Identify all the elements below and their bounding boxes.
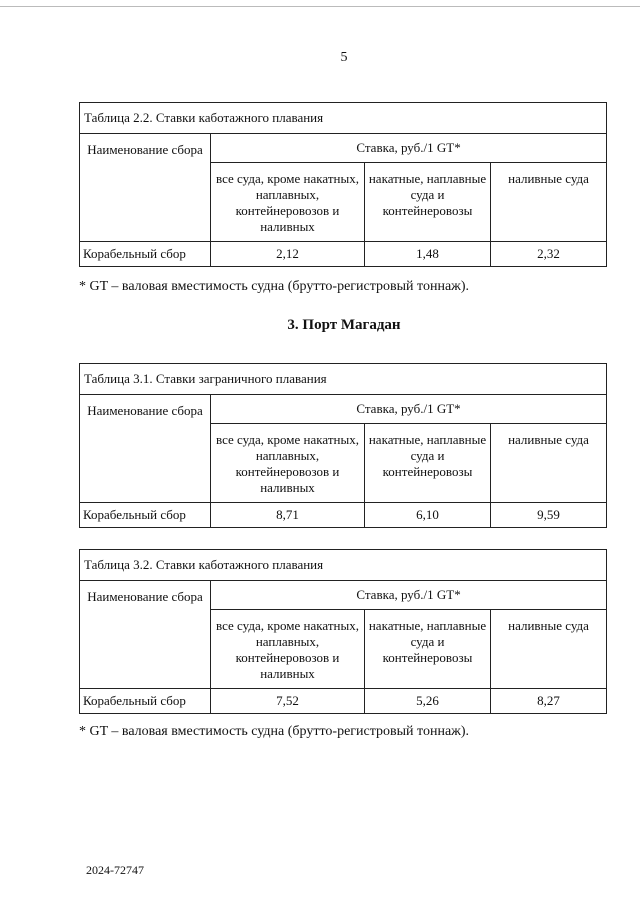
value-cell: 9,59 [491,503,607,528]
table-row [80,242,607,267]
value-cell: 2,12 [211,242,365,267]
value-cell: 8,71 [211,503,365,528]
rates-table-3-2 [79,549,607,714]
table-caption: Таблица 3.2. Ставки каботажного плавания [80,550,607,581]
footnote: * GT – валовая вместимость судна (брутто-регистровый тоннаж). [79,279,469,294]
table-row [80,689,607,714]
rates-table-2-2 [79,102,607,267]
fee-name-header: Наименование сбора [80,134,211,242]
table-caption: Таблица 3.1. Ставки заграничного плавания [80,364,607,395]
fee-name-header: Наименование сбора [80,395,211,503]
sub-header-tankers: наливные суда [491,424,607,503]
value-cell: 2,32 [491,242,607,267]
sub-header-tankers: наливные суда [491,610,607,689]
rate-header: Ставка, руб./1 GT* [211,581,607,610]
sub-header-roro-container: накатные, наплавные суда и контейнеровозы [365,163,491,242]
sub-header-roro-container: накатные, наплавные суда и контейнеровозы [365,424,491,503]
value-cell: 7,52 [211,689,365,714]
table-row [80,503,607,528]
footnote: * GT – валовая вместимость судна (брутто-регистровый тоннаж). [79,724,469,739]
sub-header-general-vessels: все суда, кроме накатных, наплавных, контейнеровозов и наливных [211,163,365,242]
rates-table-3-1 [79,363,607,528]
value-cell: 1,48 [365,242,491,267]
table-caption: Таблица 2.2. Ставки каботажного плавания [80,103,607,134]
section-title: 3. Порт Магадан [287,317,401,333]
document-number: 2024-72747 [86,863,144,877]
sub-header-tankers: наливные суда [491,163,607,242]
row-label: Корабельный сбор [80,503,211,528]
page-number: 5 [340,50,348,65]
fee-name-header: Наименование сбора [80,581,211,689]
rate-header: Ставка, руб./1 GT* [211,134,607,163]
sub-header-roro-container: накатные, наплавные суда и контейнеровозы [365,610,491,689]
scan-edge-line [0,6,640,7]
value-cell: 6,10 [365,503,491,528]
value-cell: 5,26 [365,689,491,714]
sub-header-general-vessels: все суда, кроме накатных, наплавных, контейнеровозов и наливных [211,610,365,689]
row-label: Корабельный сбор [80,242,211,267]
row-label: Корабельный сбор [80,689,211,714]
value-cell: 8,27 [491,689,607,714]
rate-header: Ставка, руб./1 GT* [211,395,607,424]
sub-header-general-vessels: все суда, кроме накатных, наплавных, контейнеровозов и наливных [211,424,365,503]
